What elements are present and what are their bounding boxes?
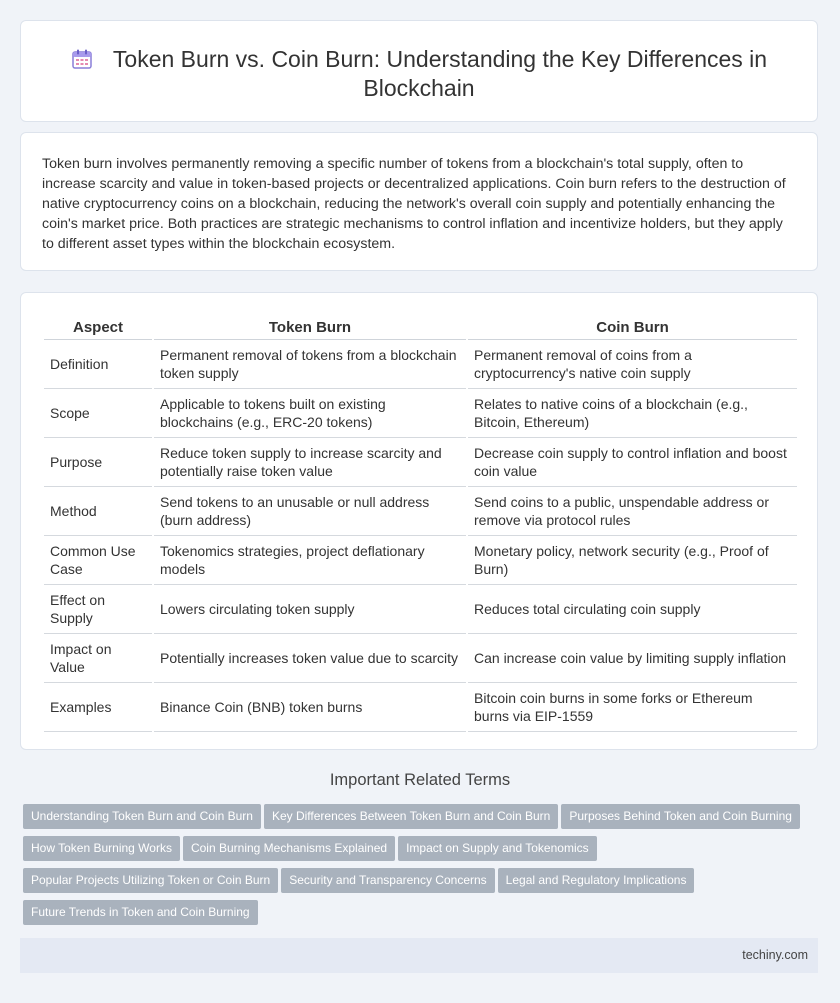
related-term-tag[interactable]: Legal and Regulatory Implications bbox=[498, 868, 695, 893]
cell-aspect: Impact on Value bbox=[44, 634, 152, 683]
related-term-tag[interactable]: Popular Projects Utilizing Token or Coin Burn bbox=[23, 868, 278, 893]
intro-paragraph: Token burn involves permanently removing a specific number of tokens from a blockchain's total supply, often to increase scarcity and value in token-based projects or decentralized applications. Coin burn refers to the destruction of native cryptocurrency coins on a blockchain, reducing the network's overall coin supply and potentially enhancing the coin's market price. Both practices are strategic mechanisms to control inflation and incentivize holders, but they apply to different asset types within the blockchain ecosystem. bbox=[42, 156, 786, 252]
cell-aspect: Purpose bbox=[44, 438, 152, 487]
related-term-tag[interactable]: Impact on Supply and Tokenomics bbox=[398, 836, 597, 861]
title-card bbox=[20, 20, 818, 122]
footer bbox=[20, 938, 818, 973]
related-term-tag[interactable]: How Token Burning Works bbox=[23, 836, 180, 861]
table-row bbox=[44, 438, 797, 487]
table-row bbox=[44, 389, 797, 438]
related-terms-heading: Important Related Terms bbox=[329, 771, 511, 789]
table-row bbox=[44, 487, 797, 536]
cell-aspect: Common Use Case bbox=[44, 536, 152, 585]
page-title-text: Token Burn vs. Coin Burn: Understanding the Key Differences in Blockchain bbox=[112, 46, 768, 101]
calendar-icon bbox=[71, 48, 93, 70]
related-term-tag[interactable]: Understanding Token Burn and Coin Burn bbox=[23, 804, 261, 829]
cell-token-burn: Lowers circulating token supply bbox=[154, 585, 466, 634]
cell-token-burn: Send tokens to an unusable or null address (burn address) bbox=[154, 487, 466, 536]
comparison-table-card bbox=[20, 292, 818, 750]
related-term-tag[interactable]: Key Differences Between Token Burn and Coin Burn bbox=[264, 804, 558, 829]
comparison-table bbox=[42, 315, 799, 732]
cell-aspect: Scope bbox=[44, 389, 152, 438]
cell-token-burn: Potentially increases token value due to scarcity bbox=[154, 634, 466, 683]
cell-coin-burn: Permanent removal of coins from a cryptocurrency's native coin supply bbox=[468, 340, 797, 389]
table-row bbox=[44, 340, 797, 389]
cell-coin-burn: Bitcoin coin burns in some forks or Ethereum burns via EIP-1559 bbox=[468, 683, 797, 732]
related-term-tag[interactable]: Security and Transparency Concerns bbox=[281, 868, 494, 893]
cell-token-burn: Tokenomics strategies, project deflationary models bbox=[154, 536, 466, 585]
cell-coin-burn: Decrease coin supply to control inflation and boost coin value bbox=[468, 438, 797, 487]
table-row bbox=[44, 585, 797, 634]
header-token-burn: Token Burn bbox=[154, 315, 466, 340]
table-row bbox=[44, 683, 797, 732]
cell-aspect: Definition bbox=[44, 340, 152, 389]
table-row bbox=[44, 536, 797, 585]
cell-token-burn: Applicable to tokens built on existing blockchains (e.g., ERC-20 tokens) bbox=[154, 389, 466, 438]
table-row bbox=[44, 634, 797, 683]
cell-coin-burn: Can increase coin value by limiting supply inflation bbox=[468, 634, 797, 683]
page-title bbox=[41, 45, 797, 103]
cell-aspect: Method bbox=[44, 487, 152, 536]
intro-card bbox=[20, 132, 818, 271]
cell-token-burn: Binance Coin (BNB) token burns bbox=[154, 683, 466, 732]
related-term-tag[interactable]: Purposes Behind Token and Coin Burning bbox=[561, 804, 800, 829]
related-term-tag[interactable]: Future Trends in Token and Coin Burning bbox=[23, 900, 258, 925]
cell-token-burn: Reduce token supply to increase scarcity and potentially raise token value bbox=[154, 438, 466, 487]
cell-aspect: Examples bbox=[44, 683, 152, 732]
cell-coin-burn: Reduces total circulating coin supply bbox=[468, 585, 797, 634]
table-header-row bbox=[44, 315, 797, 340]
cell-coin-burn: Relates to native coins of a blockchain (e.g., Bitcoin, Ethereum) bbox=[468, 389, 797, 438]
header-aspect: Aspect bbox=[44, 315, 152, 340]
cell-aspect: Effect on Supply bbox=[44, 585, 152, 634]
cell-token-burn: Permanent removal of tokens from a blockchain token supply bbox=[154, 340, 466, 389]
related-term-tag[interactable]: Coin Burning Mechanisms Explained bbox=[183, 836, 395, 861]
cell-coin-burn: Send coins to a public, unspendable address or remove via protocol rules bbox=[468, 487, 797, 536]
related-terms-list bbox=[23, 804, 823, 932]
cell-coin-burn: Monetary policy, network security (e.g., Proof of Burn) bbox=[468, 536, 797, 585]
footer-site-link[interactable]: techiny.com bbox=[742, 948, 808, 962]
header-coin-burn: Coin Burn bbox=[468, 315, 797, 340]
